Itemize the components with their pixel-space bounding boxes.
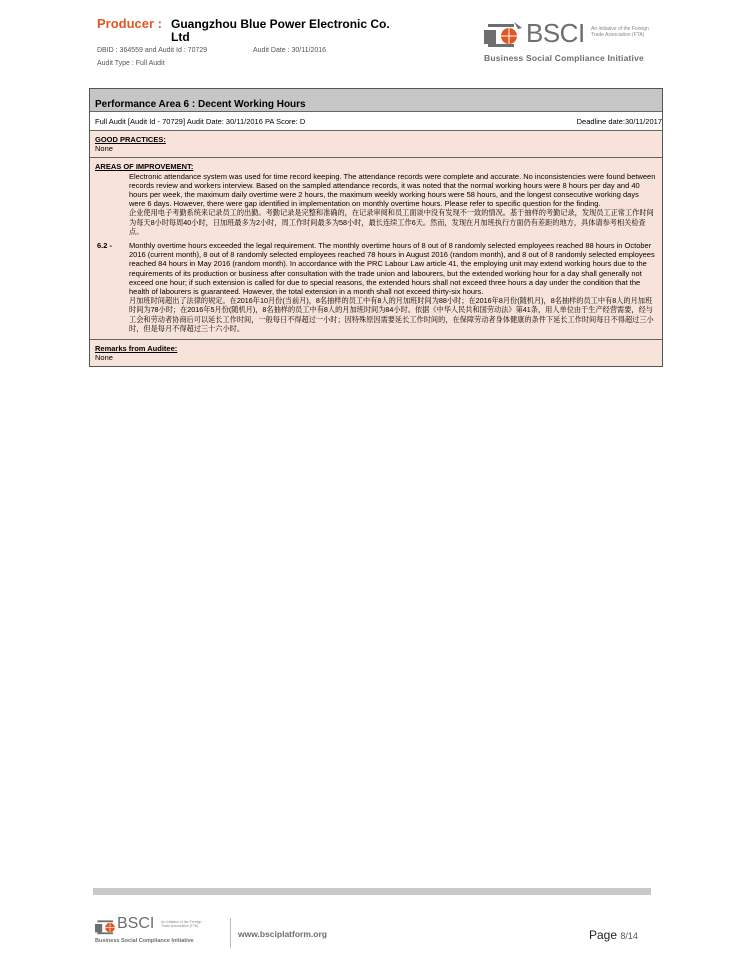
dbid-text: DBID : 364559 and Audit Id : 70729 — [97, 47, 208, 54]
page-number — [589, 928, 638, 942]
remarks-section — [90, 340, 662, 366]
page-count: 8/14 — [620, 931, 638, 941]
footer-vertical-divider — [230, 918, 231, 948]
producer-name: Guangzhou Blue Power Electronic Co. Ltd — [171, 17, 390, 44]
performance-area-title: Performance Area 6 : Decent Working Hours — [95, 99, 306, 110]
areas-of-improvement-section — [90, 158, 662, 340]
fta-initiative-text: An initiative of the Foreign Trade Association (FTA) — [161, 920, 202, 928]
table-title-row — [90, 89, 662, 112]
producer-label: Producer : — [97, 16, 163, 31]
good-practices-value: None — [95, 144, 113, 154]
deadline-text: Deadline date:30/11/2017 — [576, 117, 662, 126]
good-practices-section — [90, 131, 662, 158]
item-number: 6.2 - — [97, 241, 113, 251]
footer-divider-bar — [93, 888, 651, 895]
performance-area-table — [89, 88, 663, 367]
bsci-wordmark: BSCI — [117, 915, 155, 932]
good-practices-heading: GOOD PRACTICES: — [95, 135, 166, 144]
item-number — [95, 172, 129, 236]
audit-info-text: Full Audit [Audit Id - 70729] Audit Date: 30/11/2016 PA Score: D — [95, 117, 306, 126]
audit-info-row — [90, 112, 662, 131]
areas-of-improvement-heading: AREAS OF IMPROVEMENT: — [95, 162, 194, 172]
bsci-tagline: Business Social Compliance Initiative — [484, 53, 644, 63]
list-item — [95, 172, 657, 236]
bsci-wordmark: BSCI — [526, 18, 585, 48]
remarks-heading: Remarks from Auditee: — [95, 344, 178, 354]
audit-type-text: Audit Type : Full Audit — [97, 60, 165, 67]
footer-bsci-logo — [95, 915, 225, 951]
bsci-emblem-icon — [95, 917, 119, 937]
list-item — [95, 241, 657, 333]
finding-text-cn: 企业使用电子考勤系统来记录员工的出勤。考勤记录是完整和准确的，在记录审阅和员工面谈中没有发现不一致的情况。基于抽样的考勤记录，发现员工正常工作时间为每天8小时每周40小时，日加班最多为2小时，周工作时间最多为58小时，最长连续工作6天。然而，发现在月加班执行方面仍有差距的地方，具体请参考相关检查点。 — [129, 208, 654, 236]
remarks-value: None — [95, 353, 113, 363]
bsci-logo — [484, 20, 664, 66]
finding-text-cn: 月加班时间超出了法律的规定。在2016年10月份(当前月)，8名抽样的员工中有8人的月加班时间为88小时；在2016年8月份(随机月)，8名抽样的员工中有8人的月加班时间为78小时；在2016年5月份(随机月)，8名抽样的员工中有8人的月加班时间为84小时。依据《中华人民共和国劳动法》第41条，用人单位由于生产经营需要，经与工会和劳动者协商后可以延长工作时间，一般每日不得超过一小时；因特殊原因需要延长工作时间的，在保障劳动者身体健康的条件下延长工作时间每日不得超过三小时，但是每月不得超过三十六小时。 — [129, 296, 654, 333]
finding-text-en: Electronic attendance system was used for time record keeping. The attendance records were complete and accurate. No inconsistencies were found between records review and workers interview. Based on the sampled attendance records, it was noted that the normal working hours were 8 hours per day and 40 hours per week, the maximum daily overtime were 2 hours, the maximum weekly working hours were 58 hours, and the longest consecutive working days were 6 days. However, there were gap identified in implementation on monthly overtime hours. Please refer to specific question for the finding. — [129, 171, 656, 209]
finding-text-en: Monthly overtime hours exceeded the legal requirement. The monthly overtime hours of 8 out of 8 randomly selected employees reached 88 hours in October 2016 (current month), 8 out of 8 randomly selected employees reached 78 hours in August 2016 (random month), and 8 out of 8 randomly selected employees reached 84 hours in May 2016 (random month). In accordance with the PRC Labour Law article 41, the employing unit may extend working hours due to the requirements of its production or business after consultation with the trade union and labourers, but the extended working hour for a day shall generally not exceed one hour; if such extension is called for due to special reasons, the extended hours shall not exceed three hours a day under the condition that the health of labourers is guaranteed. However, the total extension in a month shall not exceed thirty-six hours. — [129, 241, 655, 297]
platform-link[interactable]: www.bsciplatform.org — [238, 929, 327, 939]
page-header — [0, 0, 750, 80]
bsci-tagline: Business Social Compliance Initiative — [95, 938, 194, 944]
audit-date-text: Audit Date : 30/11/2016 — [253, 47, 327, 54]
bsci-emblem-icon — [484, 20, 524, 50]
fta-initiative-text: An initiative of the Foreign Trade Association (FTA) — [591, 26, 649, 38]
page-label: Page — [589, 928, 618, 942]
